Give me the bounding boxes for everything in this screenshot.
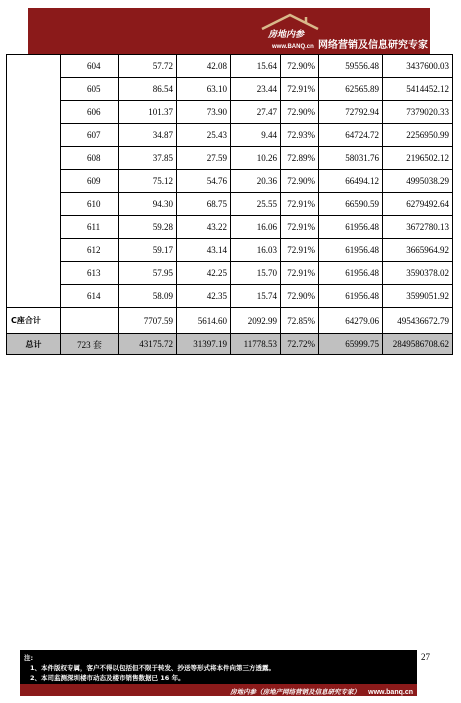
cell-price: 61956.48 (319, 285, 383, 308)
cell-value: 37.85 (119, 147, 177, 170)
cell-price: 64279.06 (319, 308, 383, 334)
cell-value: 58.09 (119, 285, 177, 308)
room-number: 609 (61, 170, 119, 193)
cell-ratio: 72.91% (281, 78, 319, 101)
building-group-cell (7, 55, 61, 308)
cell-value: 15.74 (231, 285, 281, 308)
footer-company: 房地内参（房地产网络营销及信息研究专家） (230, 688, 361, 696)
cell-value: 27.47 (231, 101, 281, 124)
cell-price: 66590.59 (319, 193, 383, 216)
room-number: 610 (61, 193, 119, 216)
cell-value: 43.22 (177, 216, 231, 239)
cell-ratio: 72.90% (281, 55, 319, 78)
room-number: 608 (61, 147, 119, 170)
cell-price: 61956.48 (319, 216, 383, 239)
cell-total: 3599051.92 (383, 285, 453, 308)
cell-ratio: 72.91% (281, 216, 319, 239)
cell-ratio: 72.89% (281, 147, 319, 170)
cell-price: 59556.48 (319, 55, 383, 78)
room-number: 614 (61, 285, 119, 308)
cell-total: 2849586708.62 (383, 334, 453, 355)
cell-value: 94.30 (119, 193, 177, 216)
cell-value: 57.72 (119, 55, 177, 78)
cell-value: 43175.72 (119, 334, 177, 355)
cell-ratio: 72.90% (281, 285, 319, 308)
table-row (7, 124, 453, 147)
cell-value: 101.37 (119, 101, 177, 124)
cell-value: 7707.59 (119, 308, 177, 334)
cell-total: 5414452.12 (383, 78, 453, 101)
subtotal-label: C座合计 (7, 308, 61, 334)
cell-total: 3590378.02 (383, 262, 453, 285)
table-row (7, 147, 453, 170)
cell-price: 61956.48 (319, 262, 383, 285)
cell-total: 3672780.13 (383, 216, 453, 239)
cell-total: 3665964.92 (383, 239, 453, 262)
cell-ratio: 72.93% (281, 124, 319, 147)
logo-title: 房地内参 (268, 30, 305, 40)
table-row (7, 262, 453, 285)
cell-value: 15.70 (231, 262, 281, 285)
cell-value: 25.43 (177, 124, 231, 147)
table-row (7, 239, 453, 262)
cell-value: 54.76 (177, 170, 231, 193)
cell-value: 27.59 (177, 147, 231, 170)
page-number: 27 (421, 652, 430, 662)
cell-value: 57.95 (119, 262, 177, 285)
grand-total-row (7, 334, 453, 355)
cell-ratio: 72.91% (281, 239, 319, 262)
cell-ratio: 72.91% (281, 193, 319, 216)
table-row (7, 216, 453, 239)
cell-ratio: 72.85% (281, 308, 319, 334)
cell-total: 3437600.03 (383, 55, 453, 78)
cell-price: 66494.12 (319, 170, 383, 193)
table-row (7, 55, 453, 78)
room-number: 611 (61, 216, 119, 239)
cell-value: 42.08 (177, 55, 231, 78)
banner-tagline: 网络营销及信息研究专家 (318, 40, 428, 51)
cell-value: 15.64 (231, 55, 281, 78)
cell-value: 20.36 (231, 170, 281, 193)
cell-total: 2196502.12 (383, 147, 453, 170)
footnote-title: 注: (24, 654, 34, 662)
cell-total: 7379020.33 (383, 101, 453, 124)
cell-value: 59.17 (119, 239, 177, 262)
header-banner (28, 8, 430, 54)
table-row (7, 78, 453, 101)
cell-value: 16.03 (231, 239, 281, 262)
subtotal-row (7, 308, 453, 334)
table-row (7, 285, 453, 308)
grand-total-label: 总计 (7, 334, 61, 355)
table-row (7, 101, 453, 124)
cell-value: 68.75 (177, 193, 231, 216)
cell-value: 75.12 (119, 170, 177, 193)
cell-value: 42.35 (177, 285, 231, 308)
footnote-box (20, 650, 417, 684)
logo-url: www.BANQ.cn (272, 44, 314, 50)
cell-value: 16.06 (231, 216, 281, 239)
cell-price: 64724.72 (319, 124, 383, 147)
sales-data-table (6, 54, 453, 355)
subtotal-units (61, 308, 119, 334)
cell-price: 65999.75 (319, 334, 383, 355)
cell-value: 86.54 (119, 78, 177, 101)
grand-total-units: 723 套 (61, 334, 119, 355)
cell-value: 9.44 (231, 124, 281, 147)
cell-value: 11778.53 (231, 334, 281, 355)
cell-price: 61956.48 (319, 239, 383, 262)
cell-total: 495436672.79 (383, 308, 453, 334)
footnote-line: 1、本件版权专属，客户不得以包括但不限于转发、抄送等形式将本件向第三方透露。 (30, 664, 276, 672)
cell-value: 43.14 (177, 239, 231, 262)
cell-ratio: 72.72% (281, 334, 319, 355)
room-number: 604 (61, 55, 119, 78)
cell-value: 31397.19 (177, 334, 231, 355)
cell-total: 4995038.29 (383, 170, 453, 193)
cell-value: 73.90 (177, 101, 231, 124)
cell-ratio: 72.90% (281, 101, 319, 124)
room-number: 607 (61, 124, 119, 147)
footer-bar (20, 684, 417, 696)
cell-price: 58031.76 (319, 147, 383, 170)
table-row (7, 170, 453, 193)
room-number: 612 (61, 239, 119, 262)
cell-value: 34.87 (119, 124, 177, 147)
room-number: 606 (61, 101, 119, 124)
cell-value: 5614.60 (177, 308, 231, 334)
cell-value: 25.55 (231, 193, 281, 216)
cell-total: 2256950.99 (383, 124, 453, 147)
cell-ratio: 72.90% (281, 170, 319, 193)
cell-ratio: 72.91% (281, 262, 319, 285)
table-row (7, 193, 453, 216)
cell-value: 2092.99 (231, 308, 281, 334)
cell-value: 10.26 (231, 147, 281, 170)
cell-price: 62565.89 (319, 78, 383, 101)
cell-total: 6279492.64 (383, 193, 453, 216)
cell-value: 42.25 (177, 262, 231, 285)
cell-price: 72792.94 (319, 101, 383, 124)
room-number: 613 (61, 262, 119, 285)
room-number: 605 (61, 78, 119, 101)
footer-url: www.banq.cn (368, 689, 413, 696)
cell-value: 63.10 (177, 78, 231, 101)
footnote-line: 2、本司监测深圳楼市动态及楼市销售数据已 16 年。 (30, 674, 185, 682)
cell-value: 59.28 (119, 216, 177, 239)
cell-value: 23.44 (231, 78, 281, 101)
